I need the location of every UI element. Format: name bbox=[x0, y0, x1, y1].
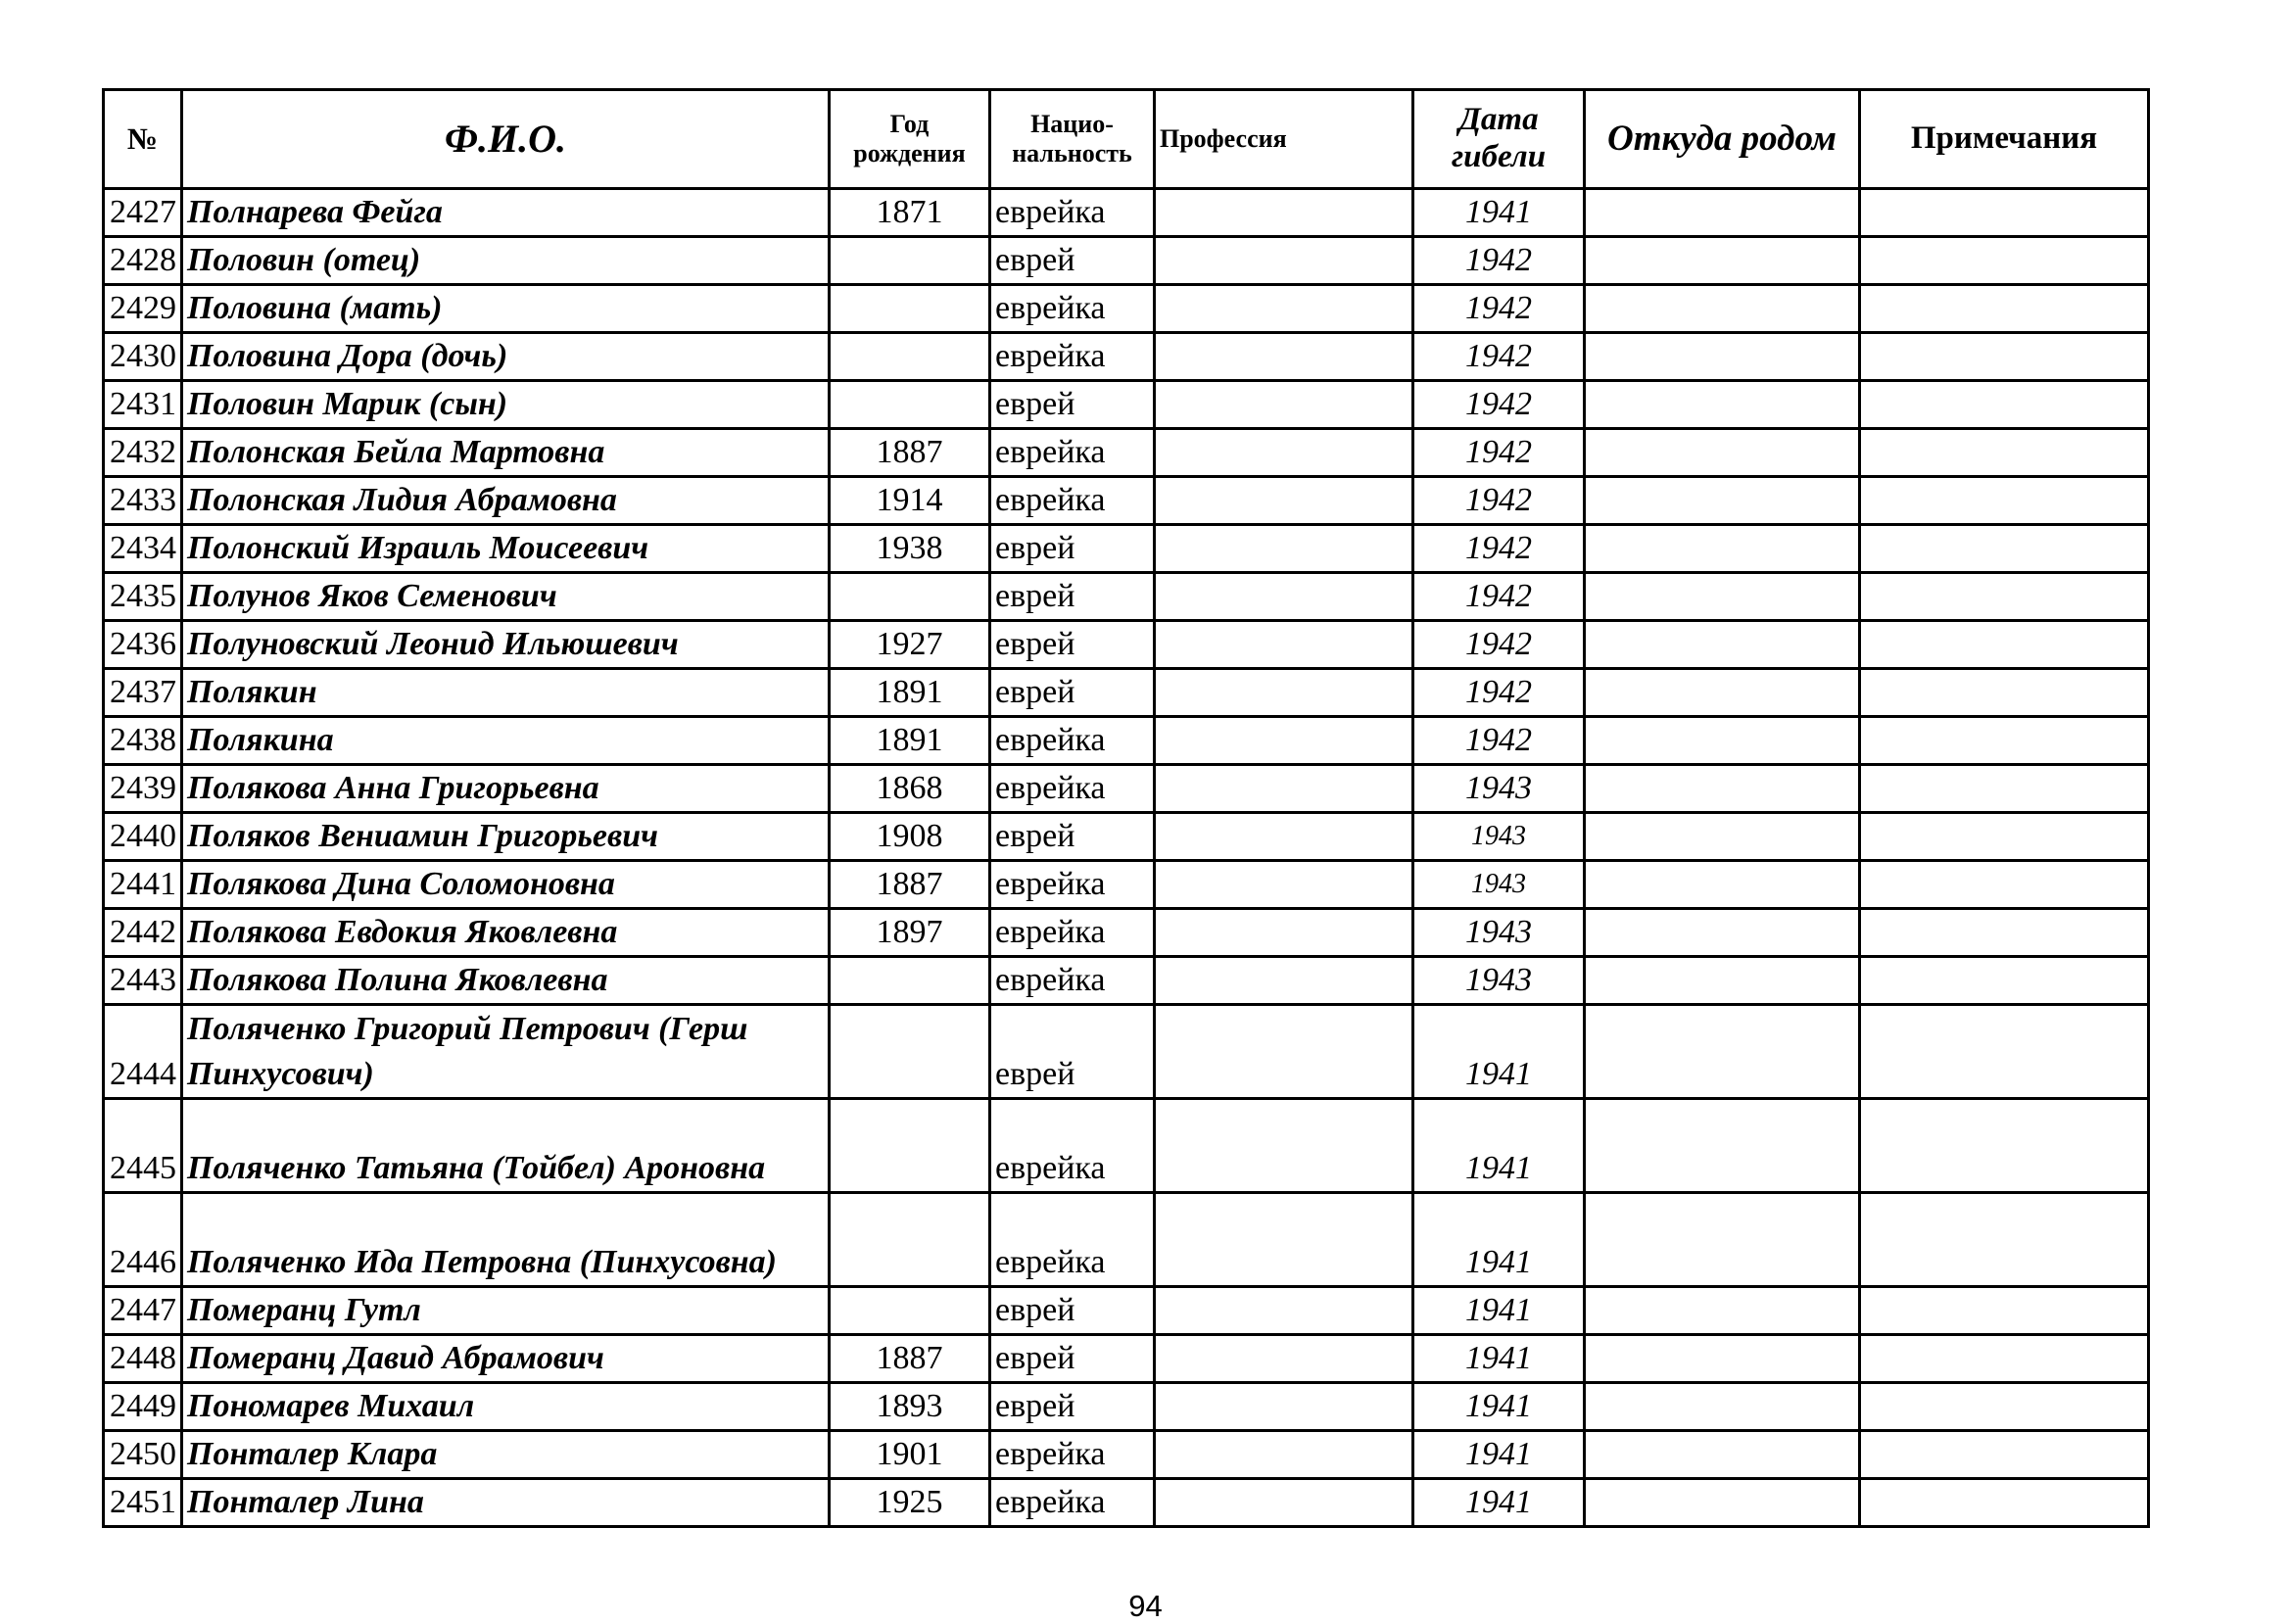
nationality-cell: еврейка bbox=[990, 765, 1155, 813]
table-row bbox=[104, 573, 2149, 621]
birth-year-cell: 1891 bbox=[830, 717, 990, 765]
row-number-cell: 2439 bbox=[104, 765, 182, 813]
full-name-cell: Пономарев Михаил bbox=[182, 1383, 830, 1431]
origin-cell bbox=[1585, 333, 1860, 381]
nationality-cell: еврей bbox=[990, 1383, 1155, 1431]
origin-cell bbox=[1585, 1479, 1860, 1527]
notes-cell bbox=[1860, 429, 2149, 477]
birth-year-cell: 1914 bbox=[830, 477, 990, 525]
row-number-cell: 2444 bbox=[104, 1005, 182, 1099]
notes-cell bbox=[1860, 717, 2149, 765]
row-number-cell: 2440 bbox=[104, 813, 182, 861]
notes-cell bbox=[1860, 909, 2149, 957]
birth-year-cell: 1893 bbox=[830, 1383, 990, 1431]
table-row bbox=[104, 1479, 2149, 1527]
origin-cell bbox=[1585, 1099, 1860, 1193]
death-date-cell: 1941 bbox=[1413, 189, 1585, 237]
birth-year-cell bbox=[830, 237, 990, 285]
row-number-cell: 2438 bbox=[104, 717, 182, 765]
birth-year-cell: 1927 bbox=[830, 621, 990, 669]
col-header-nationality-line2: нальность bbox=[1012, 139, 1132, 167]
death-date-cell: 1942 bbox=[1413, 381, 1585, 429]
row-number-cell: 2434 bbox=[104, 525, 182, 573]
col-header-birth-year bbox=[830, 90, 990, 189]
death-date-cell: 1942 bbox=[1413, 669, 1585, 717]
table-row bbox=[104, 1287, 2149, 1335]
birth-year-cell: 1908 bbox=[830, 813, 990, 861]
notes-cell bbox=[1860, 381, 2149, 429]
victims-table bbox=[102, 88, 2150, 1528]
table-row bbox=[104, 477, 2149, 525]
table-row bbox=[104, 1335, 2149, 1383]
table-row bbox=[104, 1099, 2149, 1193]
origin-cell bbox=[1585, 1431, 1860, 1479]
origin-cell bbox=[1585, 477, 1860, 525]
table-row bbox=[104, 957, 2149, 1005]
row-number-cell: 2447 bbox=[104, 1287, 182, 1335]
row-number-cell: 2428 bbox=[104, 237, 182, 285]
full-name-cell: Поляков Вениамин Григорьевич bbox=[182, 813, 830, 861]
origin-cell bbox=[1585, 813, 1860, 861]
notes-cell bbox=[1860, 1193, 2149, 1287]
table-row bbox=[104, 381, 2149, 429]
notes-cell bbox=[1860, 573, 2149, 621]
birth-year-cell bbox=[830, 1099, 990, 1193]
row-number-cell: 2442 bbox=[104, 909, 182, 957]
profession-cell bbox=[1155, 525, 1413, 573]
nationality-cell: еврейка bbox=[990, 477, 1155, 525]
notes-cell bbox=[1860, 189, 2149, 237]
birth-year-cell bbox=[830, 1193, 990, 1287]
table-body bbox=[104, 189, 2149, 1527]
nationality-cell: еврей bbox=[990, 621, 1155, 669]
notes-cell bbox=[1860, 813, 2149, 861]
col-header-nationality bbox=[990, 90, 1155, 189]
full-name-cell: Поляченко Татьяна (Тойбел) Ароновна bbox=[182, 1099, 830, 1193]
origin-cell bbox=[1585, 669, 1860, 717]
full-name-cell: Понталер Лина bbox=[182, 1479, 830, 1527]
notes-cell bbox=[1860, 765, 2149, 813]
col-header-origin: Откуда родом bbox=[1585, 90, 1860, 189]
profession-cell bbox=[1155, 1287, 1413, 1335]
full-name-cell: Поляченко Григорий Петрович (Герш Пинхусович) bbox=[182, 1005, 830, 1099]
table-row bbox=[104, 1431, 2149, 1479]
nationality-cell: еврей bbox=[990, 1005, 1155, 1099]
profession-cell bbox=[1155, 381, 1413, 429]
notes-cell bbox=[1860, 1099, 2149, 1193]
nationality-cell: еврейка bbox=[990, 861, 1155, 909]
full-name-cell: Померанц Гутл bbox=[182, 1287, 830, 1335]
row-number-cell: 2441 bbox=[104, 861, 182, 909]
table-row bbox=[104, 669, 2149, 717]
birth-year-cell: 1891 bbox=[830, 669, 990, 717]
full-name-cell: Полонский Израиль Моисеевич bbox=[182, 525, 830, 573]
col-header-death-date bbox=[1413, 90, 1585, 189]
profession-cell bbox=[1155, 957, 1413, 1005]
origin-cell bbox=[1585, 285, 1860, 333]
full-name-cell: Полонская Бейла Мартовна bbox=[182, 429, 830, 477]
birth-year-cell: 1887 bbox=[830, 861, 990, 909]
profession-cell bbox=[1155, 1383, 1413, 1431]
birth-year-cell bbox=[830, 381, 990, 429]
origin-cell bbox=[1585, 861, 1860, 909]
row-number-cell: 2436 bbox=[104, 621, 182, 669]
origin-cell bbox=[1585, 237, 1860, 285]
row-number-cell: 2451 bbox=[104, 1479, 182, 1527]
full-name-cell: Поляченко Ида Петровна (Пинхусовна) bbox=[182, 1193, 830, 1287]
row-number-cell: 2450 bbox=[104, 1431, 182, 1479]
table-row bbox=[104, 621, 2149, 669]
nationality-cell: еврейка bbox=[990, 957, 1155, 1005]
origin-cell bbox=[1585, 573, 1860, 621]
birth-year-cell: 1887 bbox=[830, 1335, 990, 1383]
nationality-cell: еврейка bbox=[990, 285, 1155, 333]
full-name-cell: Полонская Лидия Абрамовна bbox=[182, 477, 830, 525]
nationality-cell: еврейка bbox=[990, 1193, 1155, 1287]
death-date-cell: 1942 bbox=[1413, 477, 1585, 525]
death-date-cell: 1942 bbox=[1413, 621, 1585, 669]
nationality-cell: еврей bbox=[990, 381, 1155, 429]
full-name-cell: Половин Марик (сын) bbox=[182, 381, 830, 429]
origin-cell bbox=[1585, 1193, 1860, 1287]
profession-cell bbox=[1155, 333, 1413, 381]
nationality-cell: еврейка bbox=[990, 333, 1155, 381]
notes-cell bbox=[1860, 1383, 2149, 1431]
notes-cell bbox=[1860, 1431, 2149, 1479]
row-number-cell: 2433 bbox=[104, 477, 182, 525]
birth-year-cell bbox=[830, 1287, 990, 1335]
profession-cell bbox=[1155, 285, 1413, 333]
full-name-cell: Полунов Яков Семенович bbox=[182, 573, 830, 621]
nationality-cell: еврей bbox=[990, 237, 1155, 285]
table-row bbox=[104, 765, 2149, 813]
birth-year-cell: 1938 bbox=[830, 525, 990, 573]
col-header-death-date-line1: Дата bbox=[1458, 102, 1539, 138]
origin-cell bbox=[1585, 429, 1860, 477]
profession-cell bbox=[1155, 813, 1413, 861]
profession-cell bbox=[1155, 909, 1413, 957]
birth-year-cell bbox=[830, 1005, 990, 1099]
row-number-cell: 2448 bbox=[104, 1335, 182, 1383]
full-name-cell: Полнарева Фейга bbox=[182, 189, 830, 237]
birth-year-cell: 1901 bbox=[830, 1431, 990, 1479]
death-date-cell: 1941 bbox=[1413, 1005, 1585, 1099]
nationality-cell: еврей bbox=[990, 1335, 1155, 1383]
death-date-cell: 1941 bbox=[1413, 1099, 1585, 1193]
death-date-cell: 1943 bbox=[1413, 765, 1585, 813]
nationality-cell: еврейка bbox=[990, 429, 1155, 477]
profession-cell bbox=[1155, 189, 1413, 237]
origin-cell bbox=[1585, 1005, 1860, 1099]
row-number-cell: 2446 bbox=[104, 1193, 182, 1287]
birth-year-cell: 1897 bbox=[830, 909, 990, 957]
nationality-cell: еврейка bbox=[990, 1479, 1155, 1527]
table-row bbox=[104, 1005, 2149, 1099]
profession-cell bbox=[1155, 669, 1413, 717]
full-name-cell: Полякова Дина Соломоновна bbox=[182, 861, 830, 909]
col-header-full-name: Ф.И.О. bbox=[182, 90, 830, 189]
profession-cell bbox=[1155, 765, 1413, 813]
birth-year-cell: 1871 bbox=[830, 189, 990, 237]
origin-cell bbox=[1585, 765, 1860, 813]
table-row bbox=[104, 909, 2149, 957]
notes-cell bbox=[1860, 1335, 2149, 1383]
origin-cell bbox=[1585, 381, 1860, 429]
full-name-cell: Половина (мать) bbox=[182, 285, 830, 333]
death-date-cell: 1941 bbox=[1413, 1335, 1585, 1383]
profession-cell bbox=[1155, 1005, 1413, 1099]
full-name-cell: Полякова Евдокия Яковлевна bbox=[182, 909, 830, 957]
birth-year-cell: 1887 bbox=[830, 429, 990, 477]
notes-cell bbox=[1860, 621, 2149, 669]
profession-cell bbox=[1155, 429, 1413, 477]
row-number-cell: 2431 bbox=[104, 381, 182, 429]
nationality-cell: еврей bbox=[990, 525, 1155, 573]
death-date-cell: 1941 bbox=[1413, 1193, 1585, 1287]
profession-cell bbox=[1155, 861, 1413, 909]
col-header-nationality-line1: Нацио- bbox=[1030, 110, 1114, 139]
death-date-cell: 1943 bbox=[1413, 813, 1585, 861]
col-header-profession: Профессия bbox=[1155, 90, 1413, 189]
notes-cell bbox=[1860, 669, 2149, 717]
row-number-cell: 2429 bbox=[104, 285, 182, 333]
profession-cell bbox=[1155, 717, 1413, 765]
profession-cell bbox=[1155, 1335, 1413, 1383]
nationality-cell: еврейка bbox=[990, 717, 1155, 765]
col-header-birth-year-line2: рождения bbox=[853, 139, 966, 167]
profession-cell bbox=[1155, 573, 1413, 621]
full-name-cell: Полякина bbox=[182, 717, 830, 765]
nationality-cell: еврей bbox=[990, 813, 1155, 861]
notes-cell bbox=[1860, 477, 2149, 525]
notes-cell bbox=[1860, 957, 2149, 1005]
origin-cell bbox=[1585, 717, 1860, 765]
full-name-cell: Половин (отец) bbox=[182, 237, 830, 285]
death-date-cell: 1943 bbox=[1413, 957, 1585, 1005]
notes-cell bbox=[1860, 1479, 2149, 1527]
death-date-cell: 1942 bbox=[1413, 285, 1585, 333]
nationality-cell: еврей bbox=[990, 669, 1155, 717]
row-number-cell: 2445 bbox=[104, 1099, 182, 1193]
profession-cell bbox=[1155, 237, 1413, 285]
table-row bbox=[104, 1193, 2149, 1287]
profession-cell bbox=[1155, 621, 1413, 669]
row-number-cell: 2449 bbox=[104, 1383, 182, 1431]
table-row bbox=[104, 285, 2149, 333]
notes-cell bbox=[1860, 1005, 2149, 1099]
profession-cell bbox=[1155, 477, 1413, 525]
full-name-cell: Половина Дора (дочь) bbox=[182, 333, 830, 381]
origin-cell bbox=[1585, 525, 1860, 573]
death-date-cell: 1941 bbox=[1413, 1431, 1585, 1479]
profession-cell bbox=[1155, 1193, 1413, 1287]
nationality-cell: еврейка bbox=[990, 1431, 1155, 1479]
profession-cell bbox=[1155, 1431, 1413, 1479]
full-name-cell: Полякова Анна Григорьевна bbox=[182, 765, 830, 813]
row-number-cell: 2427 bbox=[104, 189, 182, 237]
nationality-cell: еврей bbox=[990, 573, 1155, 621]
table-row bbox=[104, 525, 2149, 573]
profession-cell bbox=[1155, 1099, 1413, 1193]
table-row bbox=[104, 1383, 2149, 1431]
death-date-cell: 1942 bbox=[1413, 717, 1585, 765]
notes-cell bbox=[1860, 1287, 2149, 1335]
table-row bbox=[104, 861, 2149, 909]
birth-year-cell: 1925 bbox=[830, 1479, 990, 1527]
table-row bbox=[104, 189, 2149, 237]
origin-cell bbox=[1585, 957, 1860, 1005]
row-number-cell: 2443 bbox=[104, 957, 182, 1005]
nationality-cell: еврейка bbox=[990, 1099, 1155, 1193]
death-date-cell: 1943 bbox=[1413, 909, 1585, 957]
notes-cell bbox=[1860, 333, 2149, 381]
origin-cell bbox=[1585, 189, 1860, 237]
full-name-cell: Полуновский Леонид Ильюшевич bbox=[182, 621, 830, 669]
col-header-birth-year-line1: Год bbox=[889, 110, 930, 139]
origin-cell bbox=[1585, 909, 1860, 957]
origin-cell bbox=[1585, 1287, 1860, 1335]
death-date-cell: 1942 bbox=[1413, 525, 1585, 573]
birth-year-cell bbox=[830, 573, 990, 621]
death-date-cell: 1942 bbox=[1413, 237, 1585, 285]
header-row bbox=[104, 90, 2149, 189]
table-row bbox=[104, 717, 2149, 765]
table-row bbox=[104, 429, 2149, 477]
notes-cell bbox=[1860, 237, 2149, 285]
page-number: 94 bbox=[1128, 1589, 1163, 1623]
row-number-cell: 2437 bbox=[104, 669, 182, 717]
row-number-cell: 2432 bbox=[104, 429, 182, 477]
origin-cell bbox=[1585, 621, 1860, 669]
table-row bbox=[104, 237, 2149, 285]
full-name-cell: Полякин bbox=[182, 669, 830, 717]
death-date-cell: 1942 bbox=[1413, 429, 1585, 477]
birth-year-cell: 1868 bbox=[830, 765, 990, 813]
table-row bbox=[104, 813, 2149, 861]
notes-cell bbox=[1860, 861, 2149, 909]
notes-cell bbox=[1860, 525, 2149, 573]
nationality-cell: еврейка bbox=[990, 189, 1155, 237]
nationality-cell: еврей bbox=[990, 1287, 1155, 1335]
profession-cell bbox=[1155, 1479, 1413, 1527]
death-date-cell: 1941 bbox=[1413, 1287, 1585, 1335]
full-name-cell: Полякова Полина Яковлевна bbox=[182, 957, 830, 1005]
birth-year-cell bbox=[830, 333, 990, 381]
col-header-death-date-line2: гибели bbox=[1451, 139, 1547, 174]
full-name-cell: Померанц Давид Абрамович bbox=[182, 1335, 830, 1383]
row-number-cell: 2435 bbox=[104, 573, 182, 621]
origin-cell bbox=[1585, 1383, 1860, 1431]
origin-cell bbox=[1585, 1335, 1860, 1383]
death-date-cell: 1941 bbox=[1413, 1383, 1585, 1431]
table-row bbox=[104, 333, 2149, 381]
death-date-cell: 1943 bbox=[1413, 861, 1585, 909]
full-name-cell: Понталер Клара bbox=[182, 1431, 830, 1479]
row-number-cell: 2430 bbox=[104, 333, 182, 381]
col-header-number: № bbox=[104, 90, 182, 189]
death-date-cell: 1942 bbox=[1413, 333, 1585, 381]
death-date-cell: 1941 bbox=[1413, 1479, 1585, 1527]
col-header-notes: Примечания bbox=[1860, 90, 2149, 189]
birth-year-cell bbox=[830, 285, 990, 333]
death-date-cell: 1942 bbox=[1413, 573, 1585, 621]
birth-year-cell bbox=[830, 957, 990, 1005]
notes-cell bbox=[1860, 285, 2149, 333]
nationality-cell: еврейка bbox=[990, 909, 1155, 957]
